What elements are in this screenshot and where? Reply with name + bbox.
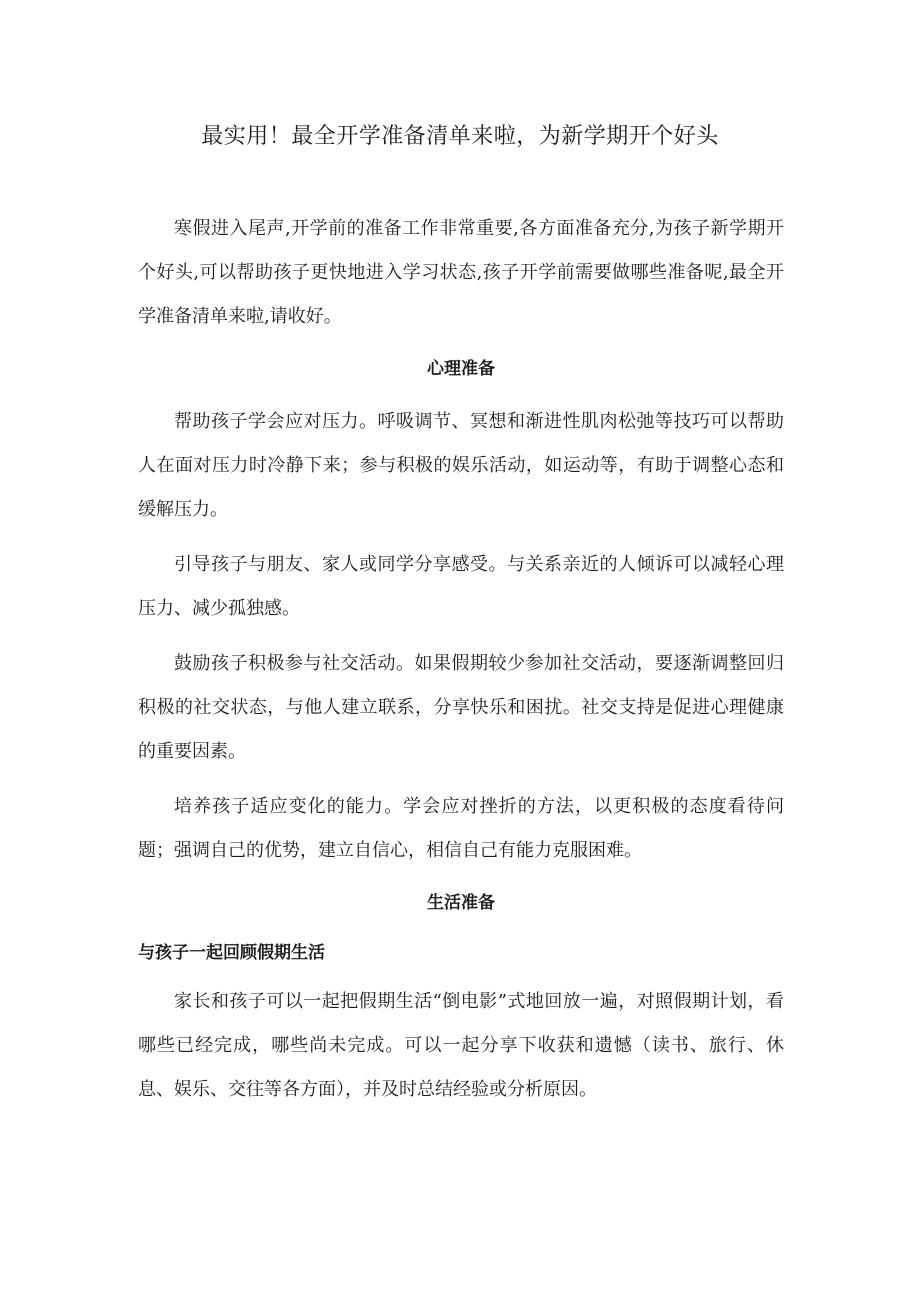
intro-paragraph: 寒假进入尾声,开学前的准备工作非常重要,各方面准备充分,为孩子新学期开个好头,可以帮助孩子更快地进入学习状态,孩子开学前需要做哪些准备呢,最全开学准备清单来啦,请收好。 [138,218,784,327]
document-body [138,207,784,1123]
paragraph-adapt: 培养孩子适应变化的能力。学会应对挫折的方法，以更积极的态度看待问题；强调自己的优势，建立自信心，相信自己有能力克服困难。 [138,796,784,861]
paragraph-stress: 帮助孩子学会应对压力。呼吸调节、冥想和渐进性肌肉松弛等技巧可以帮助人在面对压力时冷静下来；参与积极的娱乐活动，如运动等，有助于调整心态和缓解压力。 [138,411,784,520]
paragraph-social: 鼓励孩子积极参与社交活动。如果假期较少参加社交活动，要逐渐调整回归积极的社交状态，与他人建立联系，分享快乐和困扰。社交支持是促进心理健康的重要因素。 [138,653,784,762]
document-title: 最实用！最全开学准备清单来啦，为新学期开个好头 [201,124,719,149]
section-heading-life: 生活准备 [427,893,495,913]
paragraph-review: 家长和孩子可以一起把假期生活“倒电影”式地回放一遍，对照假期计划，看哪些已经完成，哪些尚未完成。可以一起分享下收获和遗憾（读书、旅行、休息、娱乐、交往等各方面），并及时总结经验或分析原因。 [138,991,784,1100]
section-heading-psychological: 心理准备 [427,359,495,379]
paragraph-sharing: 引导孩子与朋友、家人或同学分享感受。与关系亲近的人倾诉可以减轻心理压力、减少孤独感。 [138,554,784,619]
subheading-review-holiday: 与孩子一起回顾假期生活 [138,943,325,963]
